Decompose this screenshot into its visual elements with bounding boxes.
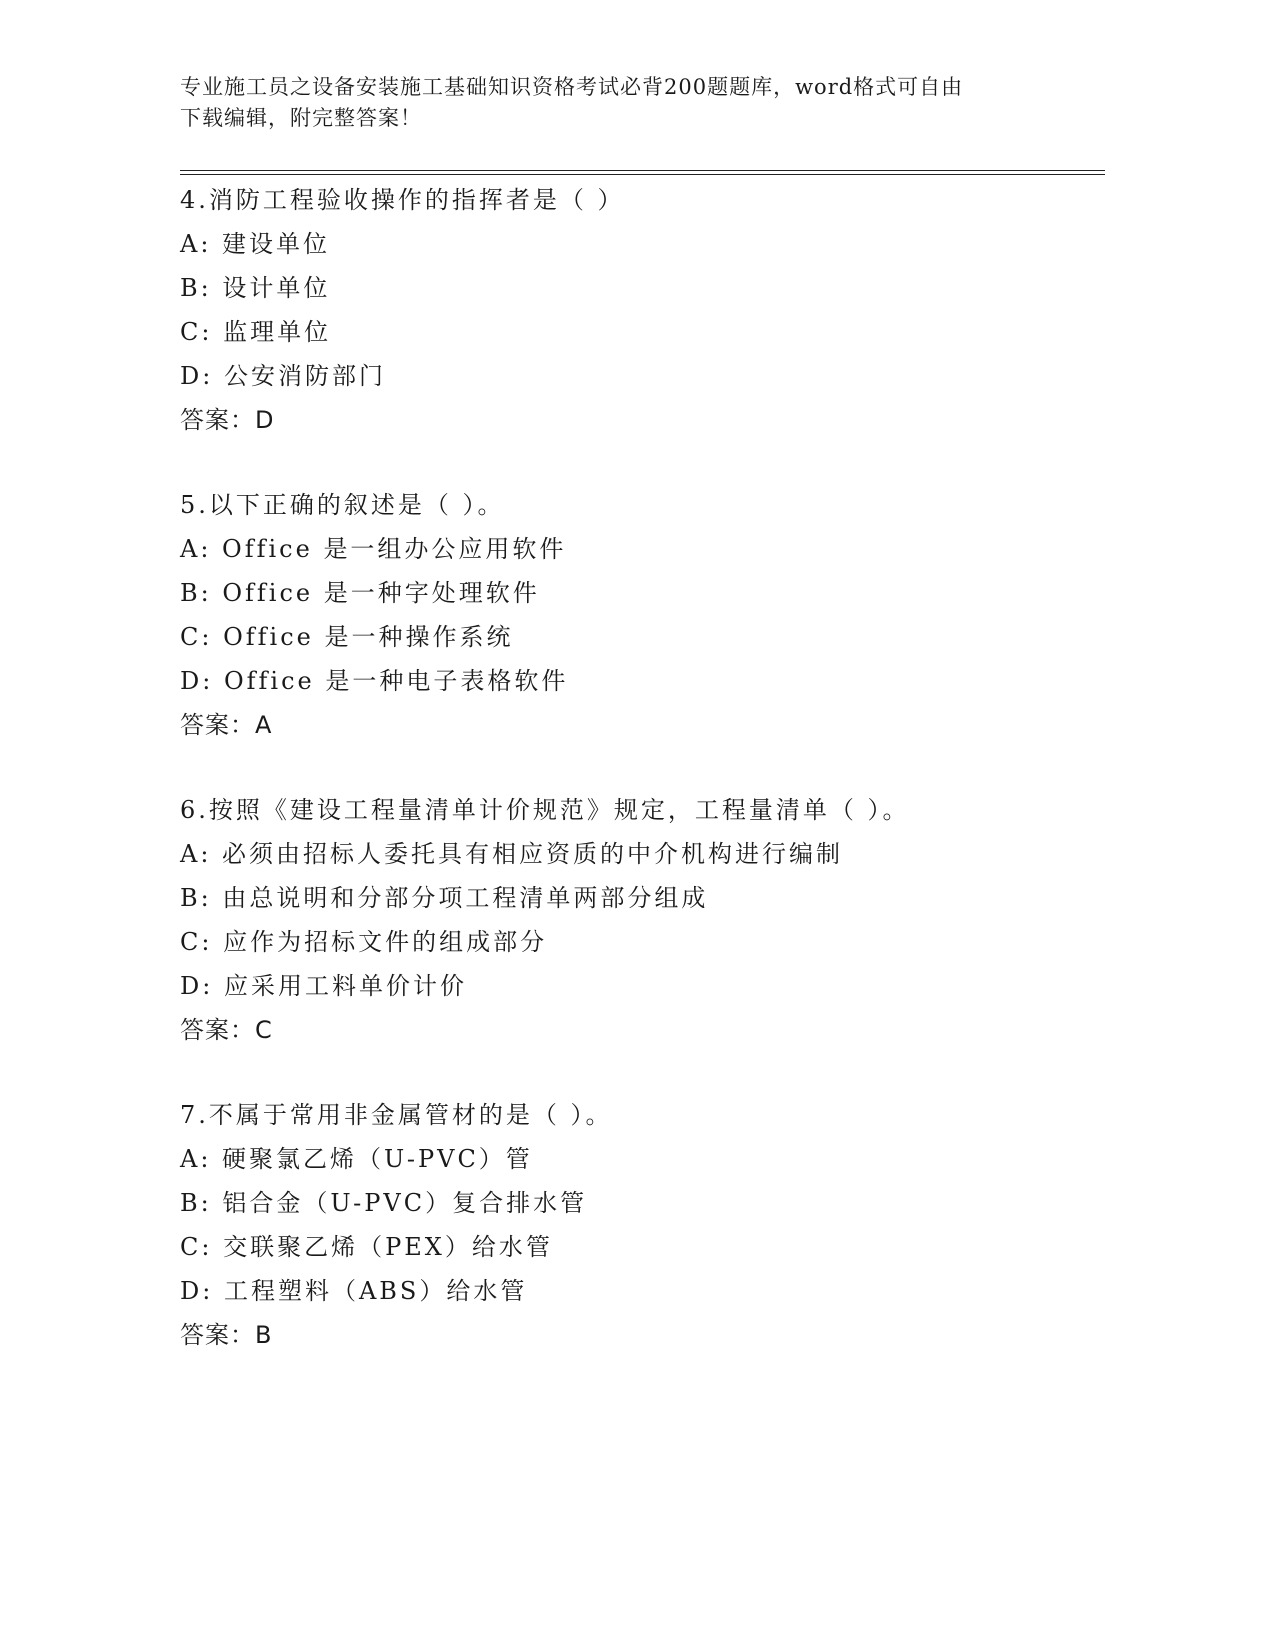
- question-stem: 6.按照《建设工程量清单计价规范》规定，工程量清单（ ）。: [180, 796, 910, 824]
- question-block: [180, 1093, 1110, 1357]
- option-a: A: 硬聚氯乙烯（U-PVC）管: [180, 1145, 533, 1173]
- question-stem: 5.以下正确的叙述是（ ）。: [180, 491, 505, 519]
- option-b: B: Office 是一种字处理软件: [180, 579, 540, 607]
- option-b: B: 由总说明和分部分项工程清单两部分组成: [180, 884, 709, 912]
- answer: 答案：D: [180, 406, 275, 434]
- option-d: D: 应采用工料单价计价: [180, 972, 467, 1000]
- option-c: C: 监理单位: [180, 318, 332, 346]
- option-c: C: Office 是一种操作系统: [180, 623, 514, 651]
- question-block: [180, 788, 1110, 1052]
- answer: 答案：B: [180, 1321, 273, 1349]
- question-stem: 4.消防工程验收操作的指挥者是（ ）: [180, 186, 625, 214]
- option-a: A: 必须由招标人委托具有相应资质的中介机构进行编制: [180, 840, 844, 868]
- question-block: [180, 178, 1110, 442]
- option-a: A: Office 是一组办公应用软件: [180, 535, 567, 563]
- option-b: B: 铝合金（U-PVC）复合排水管: [180, 1189, 588, 1217]
- option-a: A: 建设单位: [180, 230, 331, 258]
- option-d: D: 工程塑料（ABS）给水管: [180, 1277, 528, 1305]
- option-d: D: Office 是一种电子表格软件: [180, 667, 569, 695]
- option-c: C: 交联聚乙烯（PEX）给水管: [180, 1233, 553, 1261]
- document-header: [180, 72, 1060, 134]
- header-line-1: 专业施工员之设备安装施工基础知识资格考试必背200题题库，word格式可自由: [180, 75, 964, 99]
- option-b: B: 设计单位: [180, 274, 331, 302]
- option-d: D: 公安消防部门: [180, 362, 386, 390]
- header-line-2: 下载编辑，附完整答案！: [180, 106, 422, 130]
- option-c: C: 应作为招标文件的组成部分: [180, 928, 548, 956]
- answer: 答案：A: [180, 711, 273, 739]
- header-divider-bottom: [180, 174, 1105, 175]
- question-block: [180, 483, 1110, 747]
- answer: 答案：C: [180, 1016, 273, 1044]
- question-stem: 7.不属于常用非金属管材的是（ ）。: [180, 1101, 613, 1129]
- header-divider-top: [180, 170, 1105, 171]
